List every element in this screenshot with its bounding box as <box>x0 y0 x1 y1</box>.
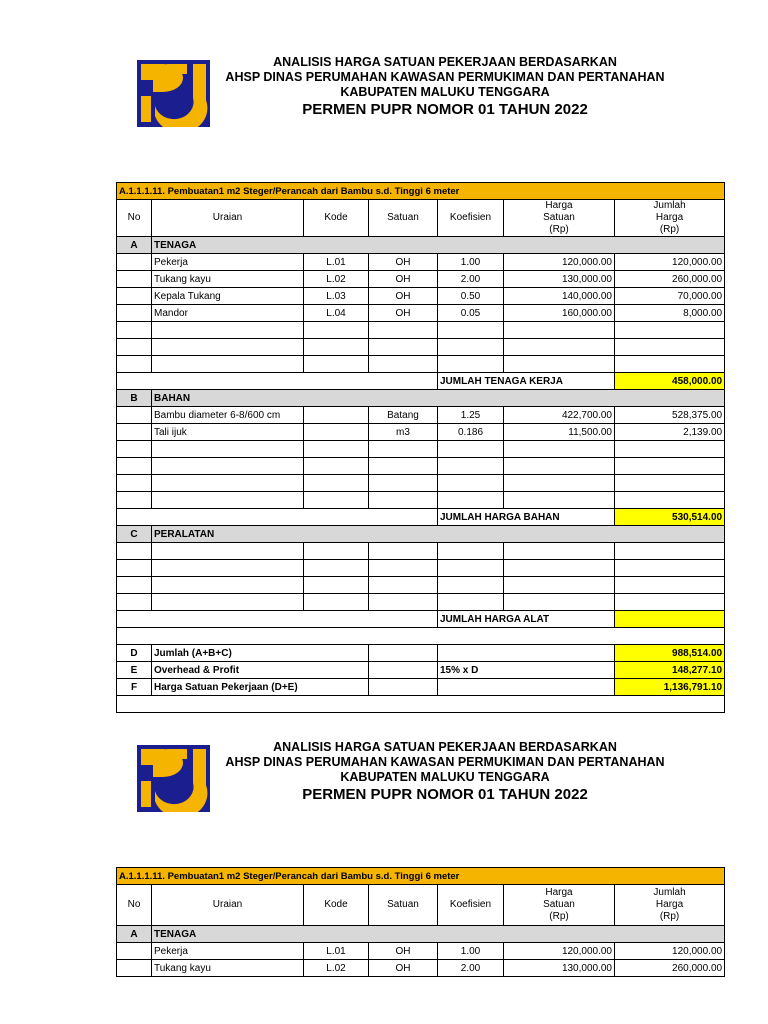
summary-row-f: F Harga Satuan Pekerjaan (D+E) 1,136,791.10 <box>117 679 725 696</box>
total-bahan-row <box>117 509 725 526</box>
col-jumlah-harga: Jumlah Harga (Rp) <box>615 200 725 237</box>
summary-row-e: E Overhead & Profit 15% x D 148,277.10 <box>117 662 725 679</box>
section-tenaga: A TENAGA <box>117 237 725 254</box>
table-title: A.1.1.1.11. Pembuatan1 m2 Steger/Perancah dari Bambu s.d. Tinggi 6 meter <box>117 183 725 200</box>
col-kode: Kode <box>304 885 369 926</box>
summary-row-d: D Jumlah (A+B+C) 988,514.00 <box>117 645 725 662</box>
total-alat-value <box>615 611 725 628</box>
header-line-4: PERMEN PUPR NOMOR 01 TAHUN 2022 <box>302 786 588 803</box>
header-line-2: AHSP DINAS PERUMAHAN KAWASAN PERMUKIMAN DAN PERTANAHAN <box>225 70 665 84</box>
empty-row <box>117 543 725 560</box>
col-uraian: Uraian <box>152 885 304 926</box>
section-peralatan: C PERALATAN <box>117 526 725 543</box>
table-row: Tali ijuk m3 0.186 11,500.00 2,139.00 <box>117 424 725 441</box>
empty-row <box>117 475 725 492</box>
table-row: Kepala Tukang L.03 OH 0.50 140,000.00 70,000.00 <box>117 288 725 305</box>
empty-row <box>117 577 725 594</box>
table-row: Tukang kayu L.02 OH 2.00 130,000.00 260,000.00 <box>117 960 725 977</box>
ahsp-table <box>116 182 725 713</box>
section-bahan: B BAHAN <box>117 390 725 407</box>
table-row: Pekerja L.01 OH 1.00 120,000.00 120,000.00 <box>117 254 725 271</box>
document-header <box>190 740 700 804</box>
total-bahan-label: JUMLAH HARGA BAHAN <box>438 509 615 526</box>
header-line-4: PERMEN PUPR NOMOR 01 TAHUN 2022 <box>302 101 588 118</box>
spacer-row <box>117 696 725 713</box>
total-tenaga-value: 458,000.00 <box>615 373 725 390</box>
col-no: No <box>117 200 152 237</box>
header-line-2: AHSP DINAS PERUMAHAN KAWASAN PERMUKIMAN DAN PERTANAHAN <box>225 755 665 769</box>
empty-row <box>117 458 725 475</box>
header-line-3: KABUPATEN MALUKU TENGGARA <box>340 85 550 99</box>
empty-row <box>117 594 725 611</box>
col-harga-satuan: Harga Satuan (Rp) <box>504 885 615 926</box>
col-no: No <box>117 885 152 926</box>
col-harga-satuan: Harga Satuan (Rp) <box>504 200 615 237</box>
table-row: Tukang kayu L.02 OH 2.00 130,000.00 260,000.00 <box>117 271 725 288</box>
empty-row <box>117 492 725 509</box>
col-satuan: Satuan <box>369 885 438 926</box>
col-jumlah-harga: Jumlah Harga (Rp) <box>615 885 725 926</box>
empty-row <box>117 339 725 356</box>
empty-row <box>117 441 725 458</box>
table-row: Pekerja L.01 OH 1.00 120,000.00 120,000.00 <box>117 943 725 960</box>
col-koefisien: Koefisien <box>438 200 504 237</box>
total-tenaga-row <box>117 373 725 390</box>
empty-row <box>117 322 725 339</box>
ahsp-table <box>116 867 725 977</box>
table-header-row <box>117 885 725 926</box>
col-satuan: Satuan <box>369 200 438 237</box>
header-line-1: ANALISIS HARGA SATUAN PEKERJAAN BERDASARKAN <box>273 55 617 69</box>
table-title: A.1.1.1.11. Pembuatan1 m2 Steger/Perancah dari Bambu s.d. Tinggi 6 meter <box>117 868 725 885</box>
table-row: Mandor L.04 OH 0.05 160,000.00 8,000.00 <box>117 305 725 322</box>
col-koefisien: Koefisien <box>438 885 504 926</box>
header-line-1: ANALISIS HARGA SATUAN PEKERJAAN BERDASARKAN <box>273 740 617 754</box>
total-bahan-value: 530,514.00 <box>615 509 725 526</box>
document-header <box>190 55 700 119</box>
spacer-row <box>117 628 725 645</box>
total-tenaga-label: JUMLAH TENAGA KERJA <box>438 373 615 390</box>
total-alat-row <box>117 611 725 628</box>
empty-row <box>117 560 725 577</box>
total-alat-label: JUMLAH HARGA ALAT <box>438 611 615 628</box>
table-header-row <box>117 200 725 237</box>
table-row: Bambu diameter 6-8/600 cm Batang 1.25 422,700.00 528,375.00 <box>117 407 725 424</box>
empty-row <box>117 356 725 373</box>
col-kode: Kode <box>304 200 369 237</box>
section-tenaga: A TENAGA <box>117 926 725 943</box>
header-line-3: KABUPATEN MALUKU TENGGARA <box>340 770 550 784</box>
col-uraian: Uraian <box>152 200 304 237</box>
